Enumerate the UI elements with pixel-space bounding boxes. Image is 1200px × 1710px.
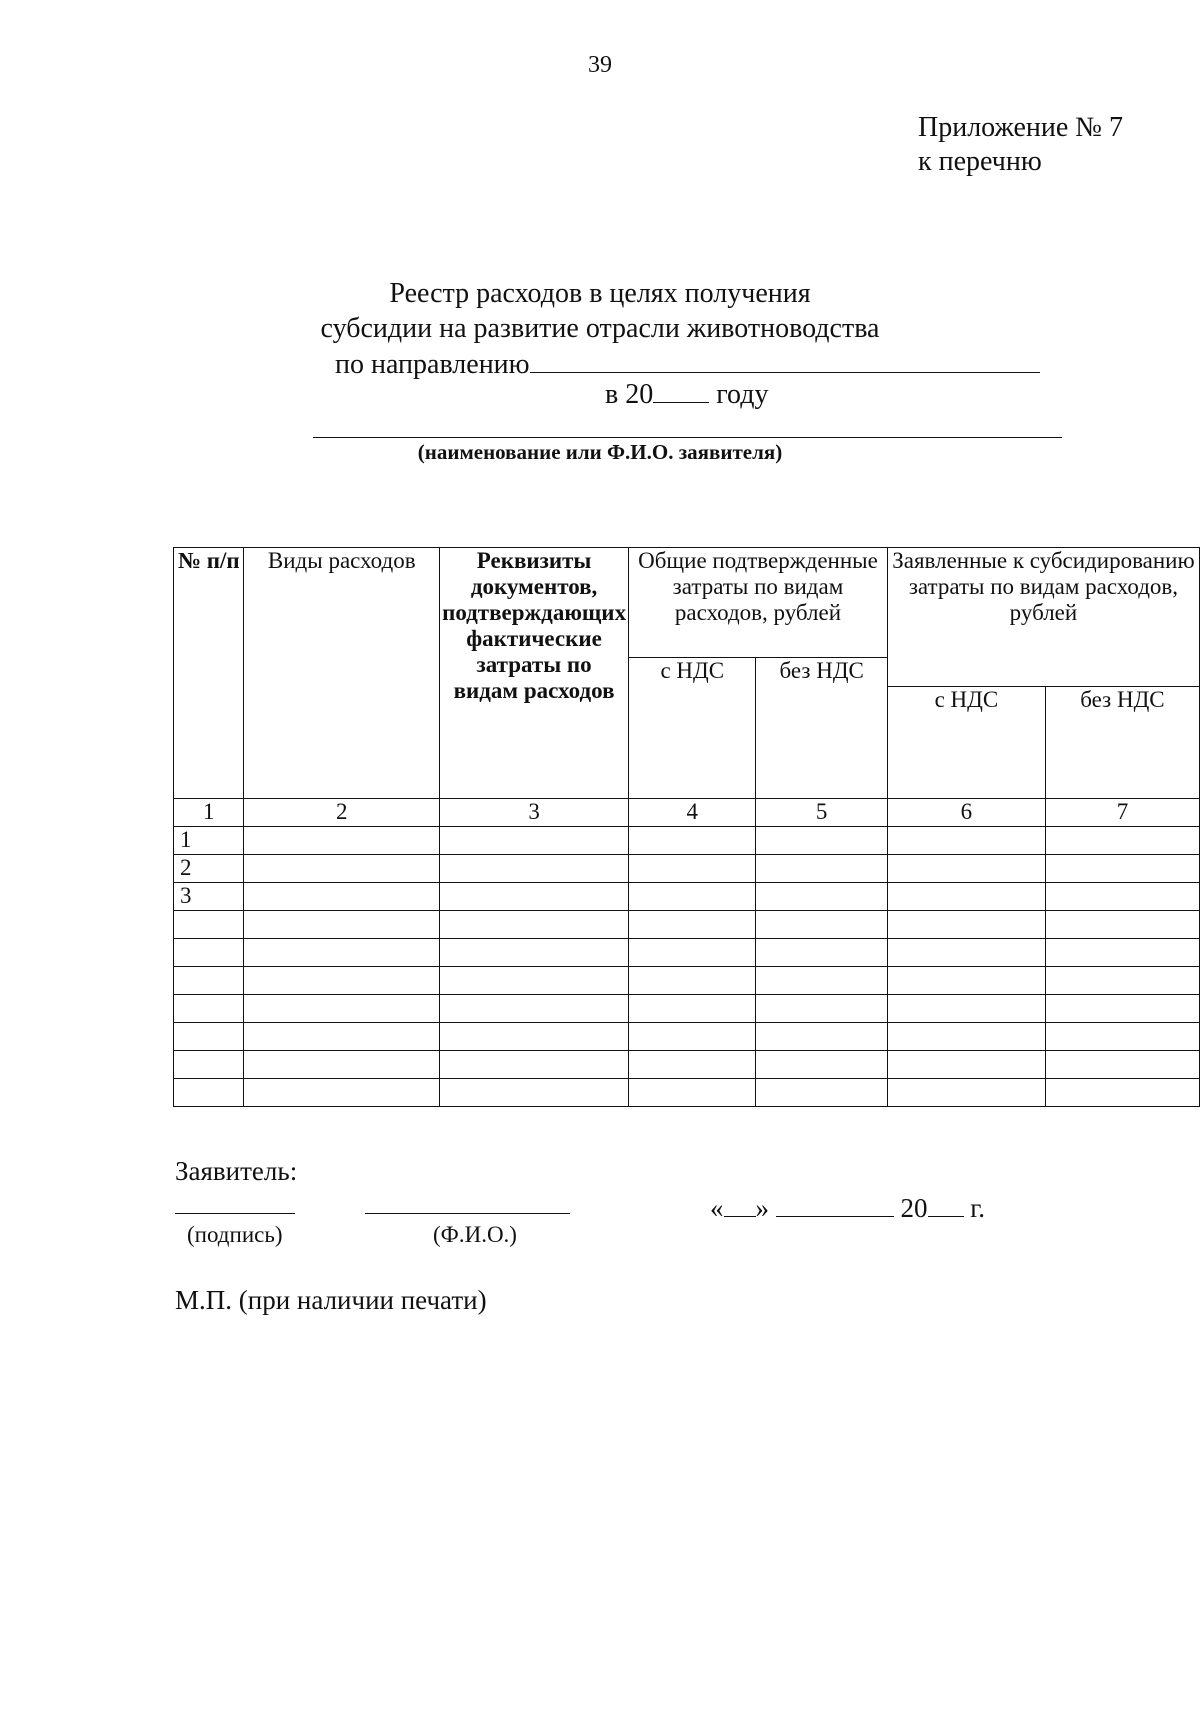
table-row: [174, 911, 1200, 939]
table-cell: [756, 995, 887, 1023]
year-suffix: году: [716, 379, 769, 410]
table-cell: [887, 967, 1045, 995]
table-cell: [756, 1051, 887, 1079]
table-cell: [1045, 883, 1199, 911]
header-expense-types: Виды расходов: [244, 548, 440, 799]
row-number: [174, 1051, 244, 1079]
table-cell: [756, 855, 887, 883]
header-document-details: Реквизиты документов, подтверждающих фактические затраты по видам расходов: [440, 548, 629, 799]
table-cell: [440, 1079, 629, 1107]
date-year: 20: [900, 1193, 928, 1223]
column-number: 4: [629, 799, 756, 827]
appendix-reference: к перечню: [918, 146, 1042, 177]
table-cell: [244, 995, 440, 1023]
direction-label: по направлению: [335, 349, 530, 380]
table-cell: [629, 911, 756, 939]
table-cell: [244, 939, 440, 967]
row-number: [174, 967, 244, 995]
table-cell: [756, 883, 887, 911]
year-line: [605, 376, 768, 411]
table-cell: [1045, 911, 1199, 939]
table-cell: [244, 911, 440, 939]
table-cell: [440, 967, 629, 995]
date-suffix: г.: [970, 1193, 986, 1223]
header-declared-without-vat: без НДС: [1045, 687, 1199, 799]
date-open-quote: «: [710, 1193, 724, 1223]
table-row: [174, 1023, 1200, 1051]
table-cell: [756, 939, 887, 967]
date-field: [710, 1190, 985, 1224]
row-number: 3: [174, 883, 244, 911]
year-digits-blank: [928, 1190, 964, 1217]
column-number: 3: [440, 799, 629, 827]
table-cell: [244, 967, 440, 995]
table-row: [174, 939, 1200, 967]
table-cell: [629, 1051, 756, 1079]
table-cell: [244, 855, 440, 883]
applicant-name-line: [313, 437, 1062, 438]
table-cell: [244, 1023, 440, 1051]
table-cell: [756, 1023, 887, 1051]
table-cell: [244, 1051, 440, 1079]
column-number: 6: [887, 799, 1045, 827]
table-cell: [440, 855, 629, 883]
table-cell: [440, 1051, 629, 1079]
table-cell: [756, 827, 887, 855]
full-name-line: [365, 1213, 570, 1214]
row-number: 2: [174, 855, 244, 883]
table-cell: [629, 883, 756, 911]
seal-note: М.П. (при наличии печати): [175, 1285, 487, 1315]
table-cell: [887, 911, 1045, 939]
table-cell: [440, 827, 629, 855]
table-row: [174, 967, 1200, 995]
column-number: 1: [174, 799, 244, 827]
date-close-quote: »: [755, 1193, 769, 1223]
table-cell: [756, 967, 887, 995]
table-cell: [440, 911, 629, 939]
table-cell: [887, 1023, 1045, 1051]
table-cell: [440, 939, 629, 967]
table-cell: [887, 1079, 1045, 1107]
table-cell: [440, 883, 629, 911]
row-number: 1: [174, 827, 244, 855]
table-cell: [756, 1079, 887, 1107]
header-declared-with-vat: с НДС: [887, 687, 1045, 799]
table-cell: [887, 855, 1045, 883]
row-number: [174, 1079, 244, 1107]
table-cell: [887, 883, 1045, 911]
column-number: 2: [244, 799, 440, 827]
document-title-line1: Реестр расходов в целях получения: [389, 278, 811, 309]
month-blank: [776, 1190, 894, 1217]
table-cell: [1045, 995, 1199, 1023]
full-name-caption: (Ф.И.О.): [433, 1222, 517, 1247]
table-cell: [1045, 939, 1199, 967]
header-row-number: № п/п: [174, 548, 244, 799]
table-cell: [440, 1023, 629, 1051]
table-cell: [629, 967, 756, 995]
table-cell: [887, 939, 1045, 967]
table-cell: [244, 1079, 440, 1107]
table-row: [174, 883, 1200, 911]
table-row: [174, 827, 1200, 855]
row-number: [174, 995, 244, 1023]
header-confirmed-without-vat: без НДС: [756, 658, 887, 799]
table-header-row: [174, 548, 1200, 658]
appendix-number: Приложение № 7: [918, 112, 1123, 143]
table-row: [174, 995, 1200, 1023]
signature-caption: (подпись): [187, 1222, 283, 1247]
header-declared-costs: Заявленные к субсидированию затраты по видам расходов, рублей: [887, 548, 1199, 687]
signature-line: [175, 1213, 295, 1214]
header-confirmed-with-vat: с НДС: [629, 658, 756, 799]
row-number: [174, 939, 244, 967]
table-row: [174, 1079, 1200, 1107]
table-cell: [629, 827, 756, 855]
day-blank: [724, 1190, 756, 1217]
year-prefix: в 20: [605, 379, 654, 410]
table-cell: [629, 1079, 756, 1107]
table-cell: [629, 1023, 756, 1051]
table-cell: [629, 995, 756, 1023]
table-cell: [887, 827, 1045, 855]
table-cell: [244, 883, 440, 911]
table-row: [174, 855, 1200, 883]
table-cell: [629, 855, 756, 883]
table-cell: [1045, 1079, 1199, 1107]
header-confirmed-costs: Общие подтвержденные затраты по видам расходов, рублей: [629, 548, 888, 658]
page-number: 39: [588, 52, 612, 78]
column-number-row: [174, 799, 1200, 827]
direction-blank: [530, 346, 1040, 373]
table-cell: [887, 995, 1045, 1023]
column-number: 5: [756, 799, 887, 827]
table-cell: [887, 1051, 1045, 1079]
table-cell: [1045, 1023, 1199, 1051]
applicant-caption: (наименование или Ф.И.О. заявителя): [417, 440, 783, 464]
year-blank: [653, 376, 709, 403]
table-cell: [1045, 855, 1199, 883]
expense-registry-table: [173, 547, 1200, 1107]
table-cell: [629, 939, 756, 967]
table-cell: [244, 827, 440, 855]
table-cell: [756, 911, 887, 939]
table-row: [174, 1051, 1200, 1079]
row-number: [174, 911, 244, 939]
document-title-line2: субсидии на развитие отрасли животноводства: [320, 313, 880, 344]
table-cell: [1045, 827, 1199, 855]
table-cell: [1045, 1051, 1199, 1079]
table-cell: [1045, 967, 1199, 995]
appendix-block: [918, 111, 1123, 179]
table-cell: [440, 995, 629, 1023]
row-number: [174, 1023, 244, 1051]
column-number: 7: [1045, 799, 1199, 827]
applicant-label: Заявитель:: [175, 1156, 298, 1186]
